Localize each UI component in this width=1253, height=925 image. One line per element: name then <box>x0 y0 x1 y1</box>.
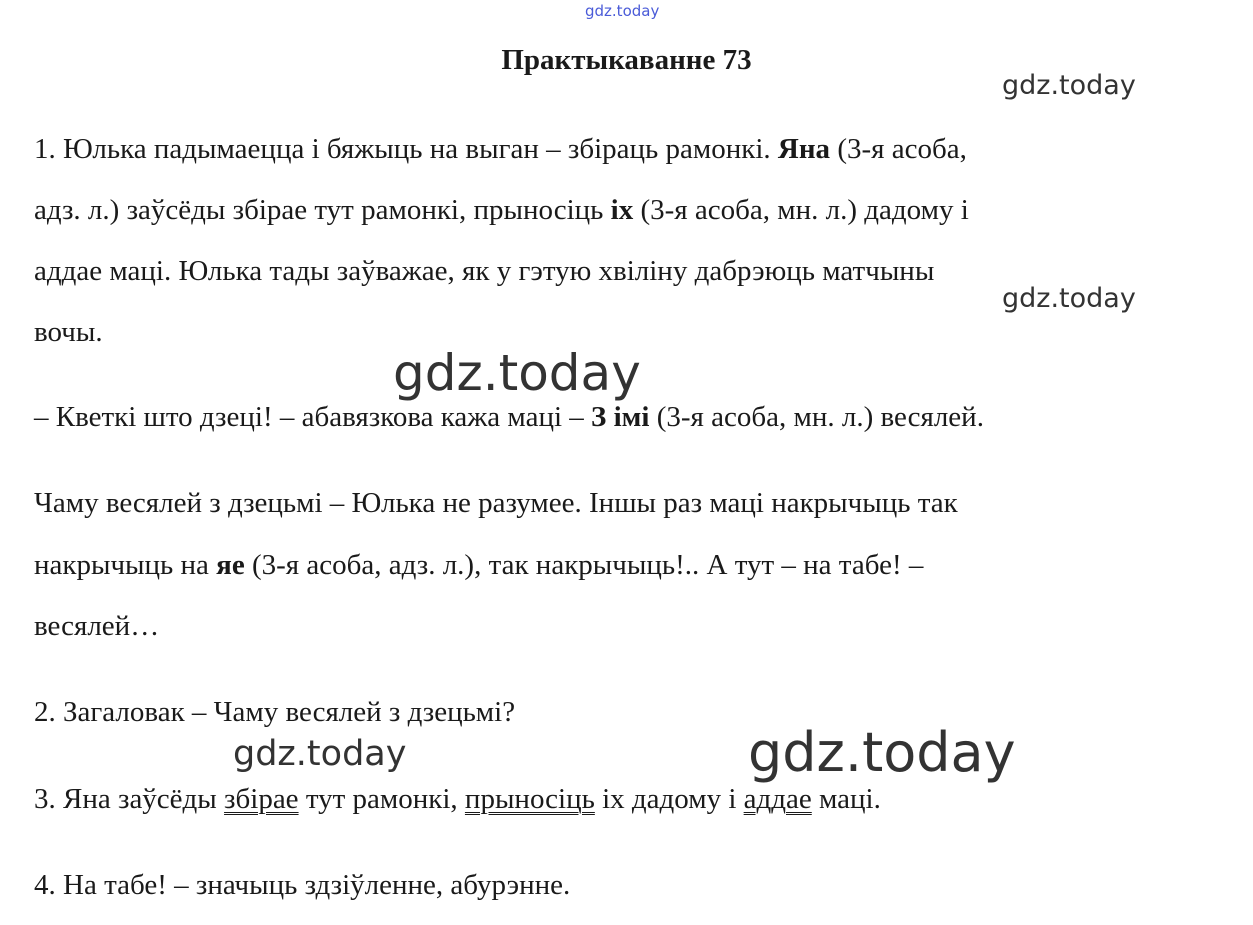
predicate-underlined: збірае <box>224 783 299 815</box>
watermark: gdz.today <box>233 734 407 774</box>
paragraph-1-line-1 <box>34 135 967 164</box>
paragraph-1-line-4: вочы. <box>34 316 103 348</box>
watermark: gdz.today <box>748 721 1016 784</box>
page-title: Практыкаванне 73 <box>501 44 752 76</box>
answer-item-4: 4. На табе! – значыць здзіўленне, абурэнне. <box>34 869 571 901</box>
text: адз. л.) заўсёды збірае тут рамонкі, прыносіць <box>34 194 611 226</box>
pronoun-bold: іх <box>610 194 634 226</box>
text: 1. Юлька падымаецца і бяжыць на выган – збіраць рамонкі. <box>34 133 778 165</box>
text: (3-я асоба, мн. л.) весялей. <box>649 401 984 433</box>
predicate-underlined: аддае <box>743 783 812 815</box>
watermark: gdz.today <box>1002 70 1136 101</box>
paragraph-3-line-3: весялей… <box>34 610 160 642</box>
text: (3-я асоба, адз. л.), так накрычыць!.. А тут – на табе! – <box>244 549 924 581</box>
paragraph-1-line-3: аддае маці. Юлька тады заўважае, як у гэтую хвіліну дабрэюць матчыны <box>34 255 935 287</box>
paragraph-2 <box>34 403 984 432</box>
predicate-underlined: прыносіць <box>464 783 595 815</box>
text: іх дадому і <box>594 783 744 815</box>
text: 3. Яна заўсёды <box>34 783 225 815</box>
answer-item-3 <box>34 785 881 814</box>
text: (3-я асоба, мн. л.) дадому і <box>633 194 969 226</box>
watermark: gdz.today <box>393 344 641 402</box>
watermark-top: gdz.today <box>585 2 660 20</box>
text: тут рамонкі, <box>298 783 465 815</box>
answer-item-2: 2. Загаловак – Чаму весялей з дзецьмі? <box>34 696 516 728</box>
watermark: gdz.today <box>1002 283 1136 314</box>
paragraph-3-line-1: Чаму весялей з дзецьмі – Юлька не разумее. Іншы раз маці накрычыць так <box>34 487 958 519</box>
text: маці. <box>811 783 881 815</box>
text: – Кветкі што дзеці! – абавязкова кажа маці – <box>34 401 592 433</box>
text: (3-я асоба, <box>830 133 967 165</box>
pronoun-bold: З імі <box>591 401 650 433</box>
pronoun-bold: яе <box>216 549 245 581</box>
text: накрычыць на <box>34 549 217 581</box>
paragraph-1-line-2 <box>34 196 969 225</box>
paragraph-3-line-2 <box>34 551 923 580</box>
pronoun-bold: Яна <box>777 133 831 165</box>
